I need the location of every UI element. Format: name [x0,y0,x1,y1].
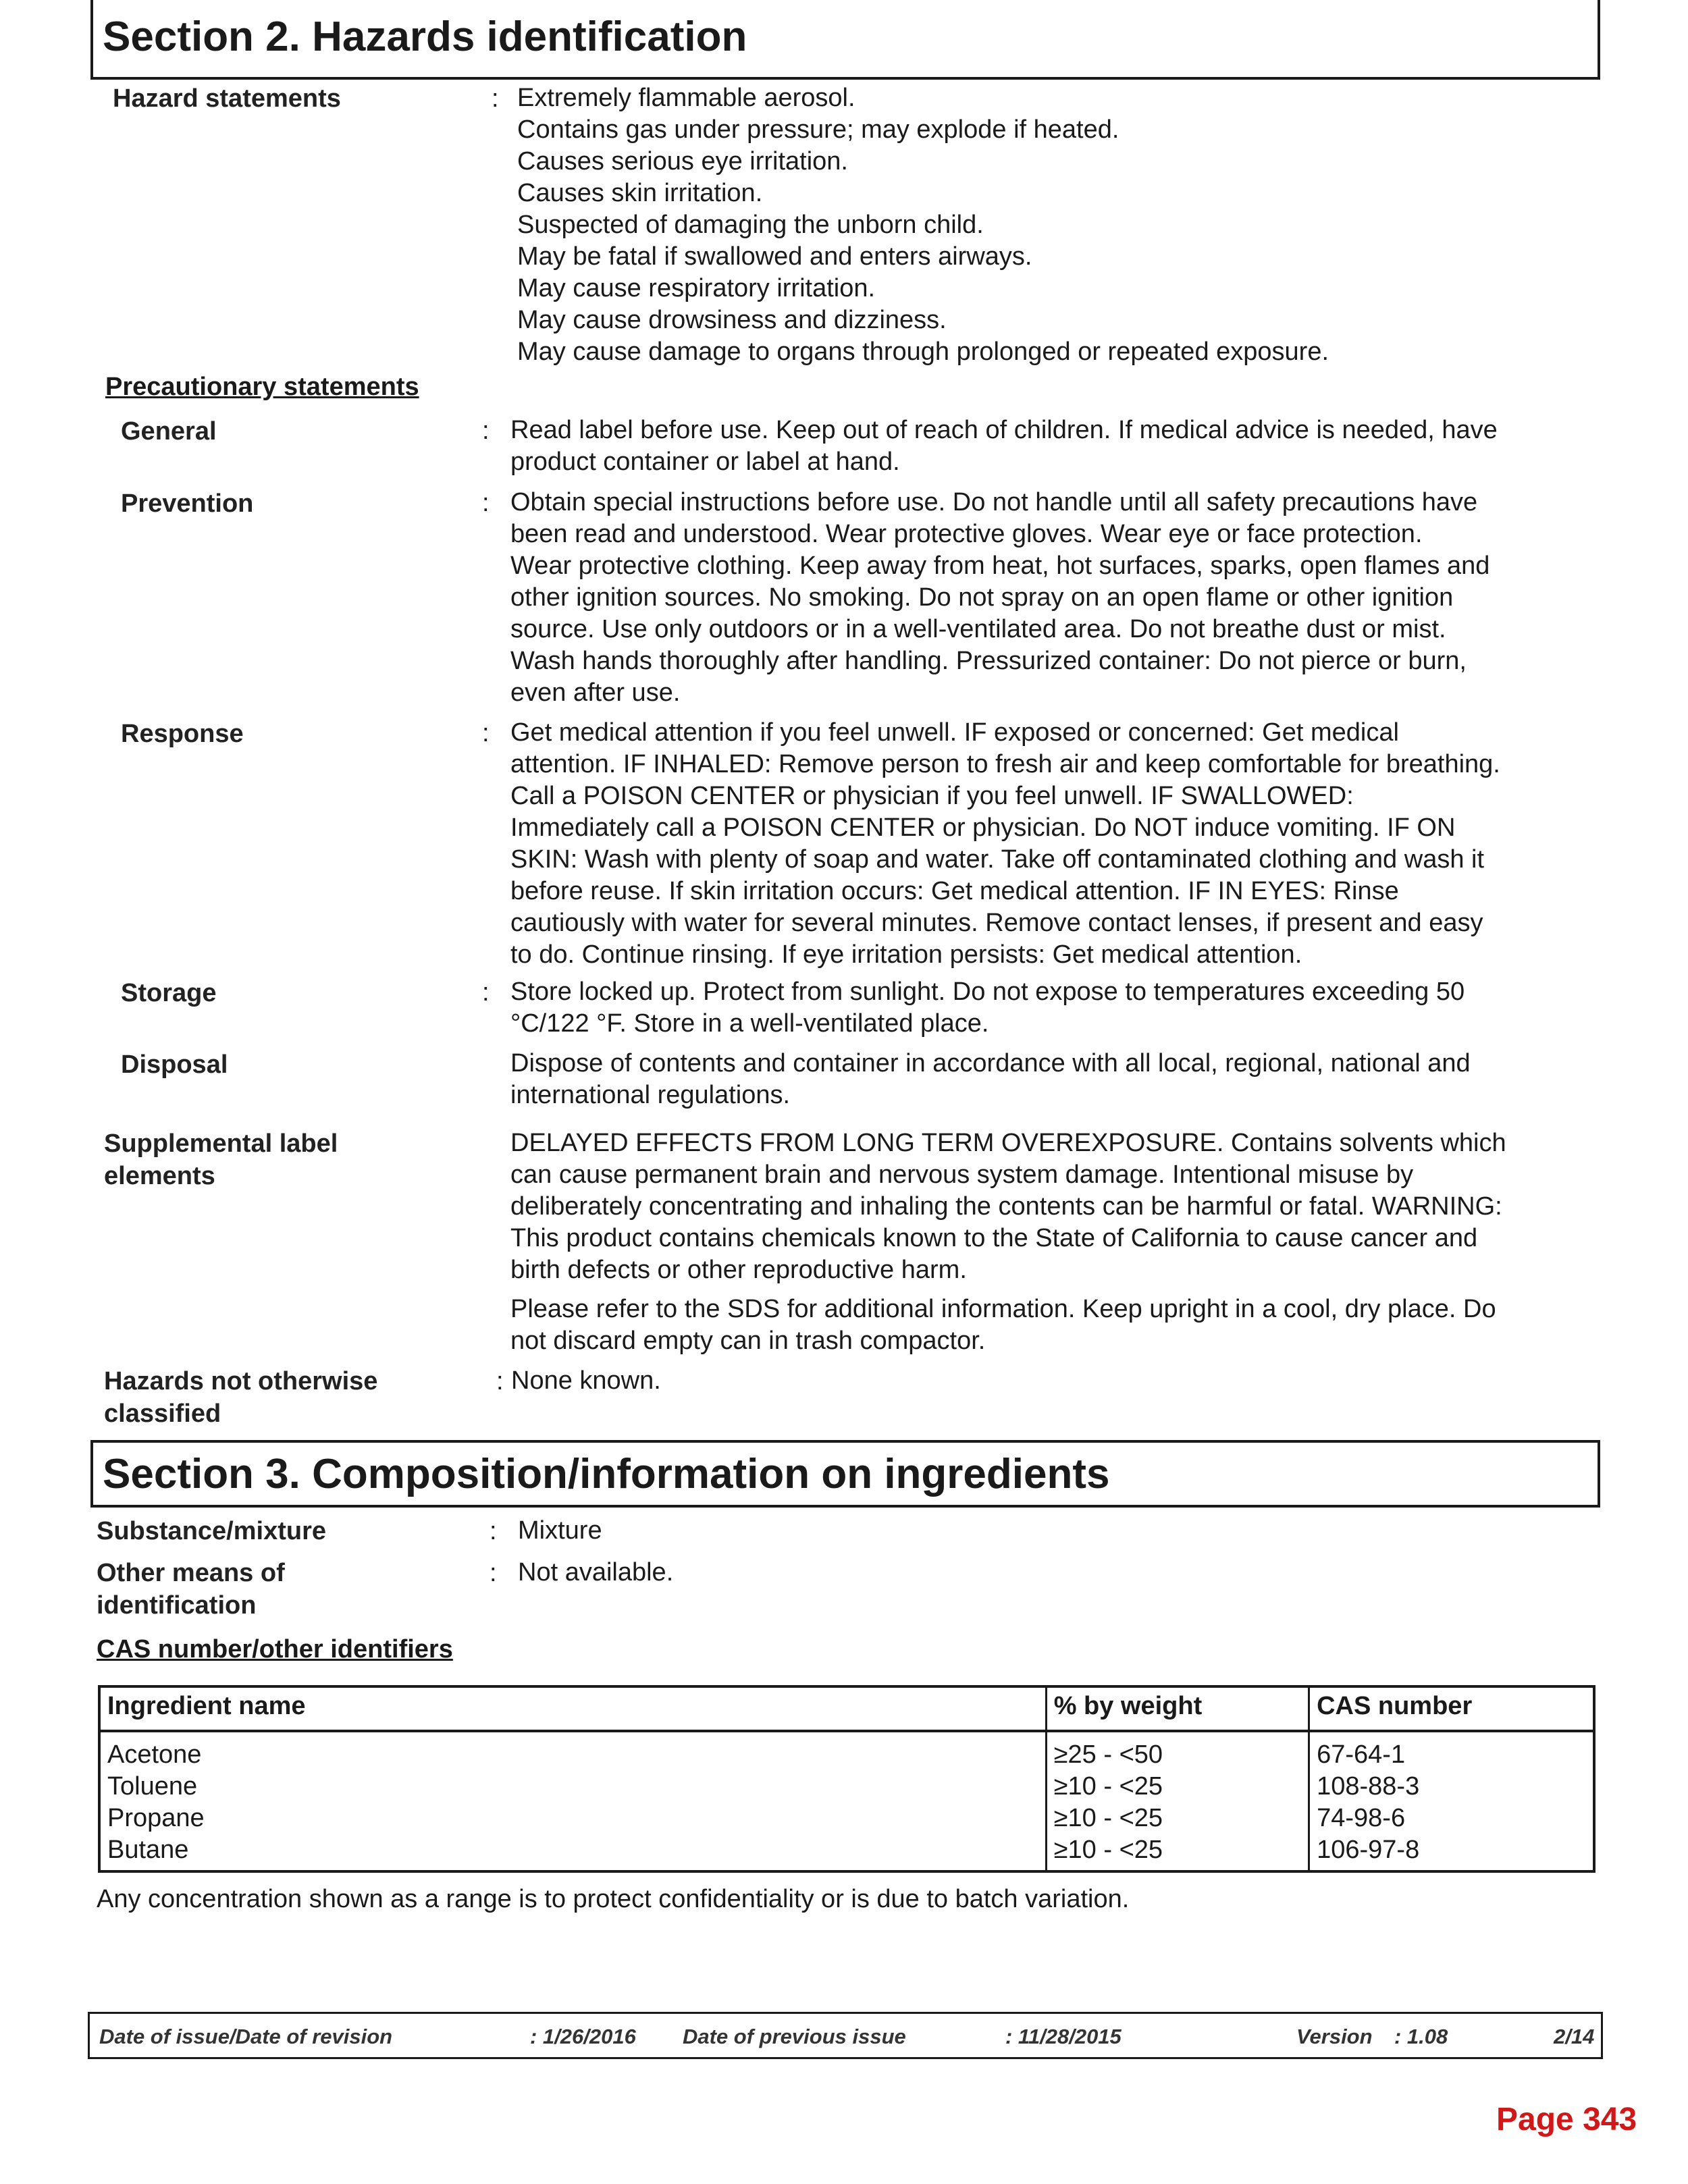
text-line: May cause drowsiness and dizziness. [517,306,947,334]
supplemental-label-line1: Supplemental label [104,1129,338,1158]
colon: : [490,1517,497,1545]
cas-number: 106-97-8 [1309,1834,1594,1871]
cas-number: 108-88-3 [1309,1771,1594,1803]
footer [88,2012,1603,2059]
text-line: even after use. [510,678,681,707]
substance-mixture-label: Substance/mixture [97,1517,326,1545]
text-line: deliberately concentrating and inhaling the contents can be harmful or fatal. WARNING: [510,1192,1502,1221]
colon: : [482,417,490,445]
other-means-label-line1: Other means of [97,1559,285,1587]
hazard-statements-text [517,82,1329,368]
col-cas-number: CAS number [1309,1686,1594,1731]
storage-label: Storage [121,979,217,1007]
cas-number: 74-98-6 [1309,1803,1594,1834]
text-line: Wear protective clothing. Keep away from heat, hot surfaces, sparks, open flames and [510,552,1490,580]
col-ingredient-name: Ingredient name [99,1686,1046,1731]
disposal-text [510,1048,1471,1111]
supplemental-text [510,1127,1506,1286]
text-line: Suspected of damaging the unborn child. [517,211,984,239]
text-line: can cause permanent brain and nervous system damage. Intentional misuse by [510,1161,1414,1189]
hnoc-label [104,1365,377,1430]
text-line: This product contains chemicals known to the State of California to cause cancer and [510,1224,1478,1252]
table-row [99,1834,1594,1871]
hnoc-label-line2: classified [104,1400,221,1428]
col-percent-by-weight: % by weight [1046,1686,1309,1731]
table-row [99,1803,1594,1834]
text-line: international regulations. [510,1081,791,1109]
hazard-statements-label: Hazard statements [113,84,341,113]
text-line: Obtain special instructions before use. Do not handle until all safety precautions have [510,488,1478,516]
text-line: Causes serious eye irritation. [517,147,848,176]
text-line: before reuse. If skin irritation occurs: Get medical attention. IF IN EYES: Rinse [510,877,1399,905]
issue-date-label: Date of issue/Date of revision [99,2025,393,2048]
ingredient-name: Propane [107,1804,205,1832]
section-3-title: Section 3. Composition/information on ingredients [90,1440,1600,1508]
concentration-note: Any concentration shown as a range is to protect confidentiality or is due to batch variation. [97,1885,1130,1913]
text-line: Read label before use. Keep out of reach of children. If medical advice is needed, have [510,416,1498,444]
disposal-label: Disposal [121,1050,228,1079]
ingredient-name: Acetone [107,1740,202,1769]
text-line: birth defects or other reproductive harm. [510,1256,967,1284]
text-line: Contains gas under pressure; may explode if heated. [517,115,1119,144]
text-line: May cause damage to organs through prolonged or repeated exposure. [517,338,1329,366]
text-line: not discard empty can in trash compactor. [510,1327,986,1355]
supplemental-label [104,1127,338,1192]
text-line: Call a POISON CENTER or physician if you feel unwell. IF SWALLOWED: [510,782,1354,810]
text-line: other ignition sources. No smoking. Do not spray on an open flame or other ignition [510,583,1454,612]
page-stamp: Page 343 [1496,2102,1637,2137]
colon: : [482,489,490,517]
text-line: May be fatal if swallowed and enters airways. [517,242,1032,271]
other-means-label-line2: identification [97,1591,257,1620]
hnoc-value: None known. [511,1366,661,1395]
table-row [99,1771,1594,1803]
previous-issue-label: Date of previous issue [683,2025,906,2048]
text-line: DELAYED EFFECTS FROM LONG TERM OVEREXPOSURE. Contains solvents which [510,1129,1506,1157]
general-text [510,415,1498,478]
response-label: Response [121,720,244,748]
section-2-title: Section 2. Hazards identification [90,0,1600,80]
text-line: product container or label at hand. [510,448,900,476]
text-line: Causes skin irritation. [517,179,763,207]
prevention-text [510,487,1489,709]
table-header-row [99,1686,1594,1731]
text-line: Immediately call a POISON CENTER or physician. Do NOT induce vomiting. IF ON [510,814,1456,842]
table-row [99,1731,1594,1771]
colon: : [492,84,499,113]
text-line: Please refer to the SDS for additional information. Keep upright in a cool, dry place. Do [510,1295,1496,1323]
text-line: May cause respiratory irritation. [517,274,876,302]
supplemental-text-2 [510,1294,1496,1357]
ingredients-table [98,1685,1595,1873]
response-text [510,717,1500,971]
other-means-value: Not available. [518,1558,674,1587]
percent-by-weight: ≥25 - <50 [1046,1731,1309,1771]
text-line: attention. IF INHALED: Remove person to fresh air and keep comfortable for breathing. [510,750,1500,778]
percent-by-weight: ≥10 - <25 [1046,1803,1309,1834]
page-number: 2/14 [1554,2025,1595,2048]
colon: : [490,1559,497,1587]
percent-by-weight: ≥10 - <25 [1046,1771,1309,1803]
colon: : [482,978,490,1007]
other-means-label [97,1557,285,1622]
ingredient-name: Butane [107,1836,189,1864]
hnoc-label-line1: Hazards not otherwise [104,1367,378,1395]
text-line: source. Use only outdoors or in a well-ventilated area. Do not breathe dust or mist. [510,615,1446,643]
text-line: °C/122 °F. Store in a well-ventilated place. [510,1009,989,1038]
text-line: cautiously with water for several minutes. Remove contact lenses, if present and easy [510,909,1483,937]
supplemental-label-line2: elements [104,1162,215,1190]
general-label: General [121,417,217,446]
version-value: : 1.08 [1394,2025,1448,2048]
text-line: SKIN: Wash with plenty of soap and water. Take off contaminated clothing and wash it [510,845,1485,874]
text-line: to do. Continue rinsing. If eye irritation persists: Get medical attention. [510,940,1302,969]
text-line: Wash hands thoroughly after handling. Pressurized container: Do not pierce or burn, [510,647,1467,675]
storage-text [510,976,1465,1040]
colon: : [482,719,490,747]
issue-date-value: : 1/26/2016 [530,2025,636,2048]
prevention-label: Prevention [121,489,254,518]
text-line: Dispose of contents and container in accordance with all local, regional, national and [510,1049,1471,1077]
precautionary-statements-heading: Precautionary statements [105,373,419,401]
version-label: Version [1296,2025,1373,2048]
previous-issue-value: : 11/28/2015 [1005,2025,1122,2048]
text-line: been read and understood. Wear protective gloves. Wear eye or face protection. [510,520,1423,548]
percent-by-weight: ≥10 - <25 [1046,1834,1309,1871]
ingredient-name: Toluene [107,1772,198,1801]
text-line: Store locked up. Protect from sunlight. Do not expose to temperatures exceeding 50 [510,978,1465,1006]
cas-number: 67-64-1 [1309,1731,1594,1771]
cas-identifiers-heading: CAS number/other identifiers [97,1635,453,1663]
colon: : [496,1367,504,1395]
text-line: Get medical attention if you feel unwell. IF exposed or concerned: Get medical [510,718,1399,747]
text-line: Extremely flammable aerosol. [517,84,855,112]
substance-mixture-value: Mixture [518,1516,602,1545]
